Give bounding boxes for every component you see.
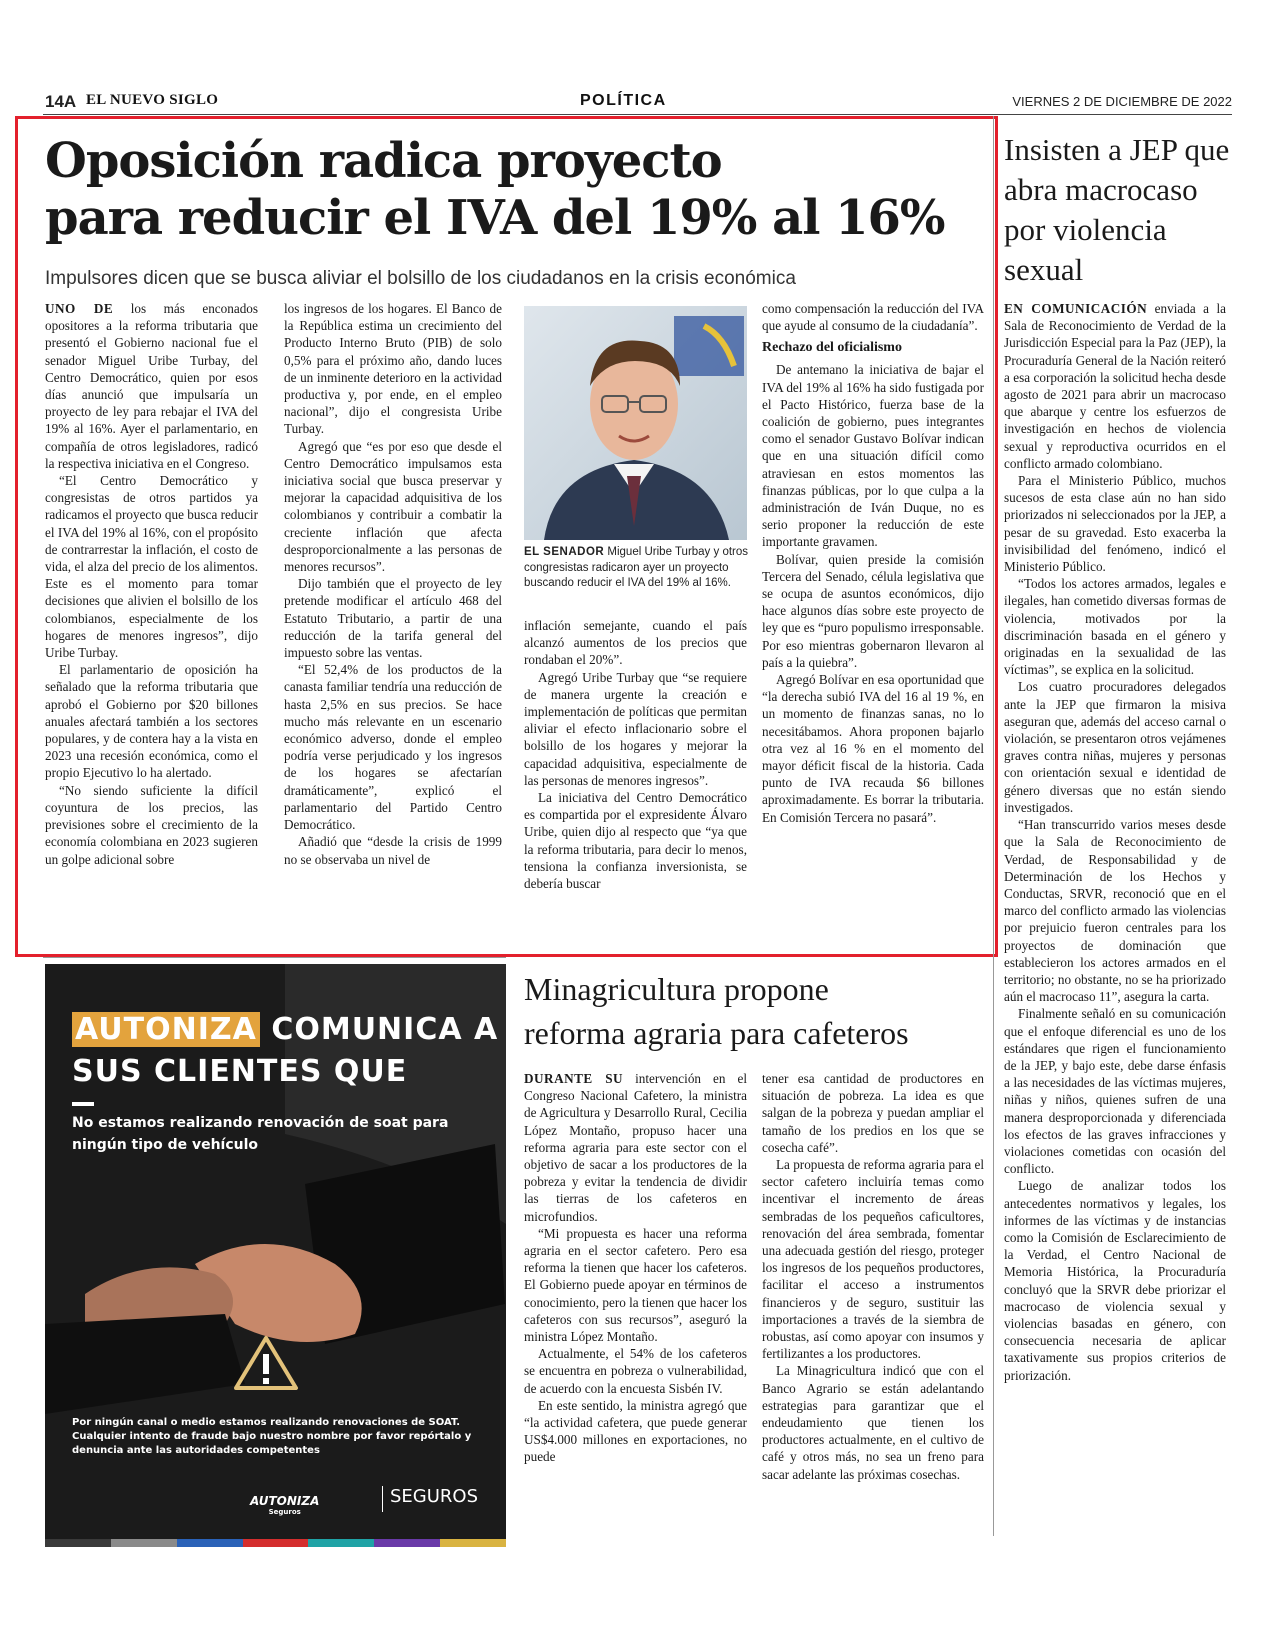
newspaper-name: EL NUEVO SIGLO <box>86 92 219 108</box>
ad-warning-text: Por ningún canal o medio estamos realizando renovaciones de SOAT. Cualquier intento de fraude bajo nuestro nombre por favor repórtalo y denuncia ante las autoridades competentes <box>72 1417 472 1456</box>
main-column-4 <box>762 300 984 826</box>
main-col1-p3: El parlamentario de oposición ha señalado que la reforma tributaria que aprobó el Gobierno por $20 billones anuales afectará también a los sectores populares, y de contera hay a la vista en 2023 una recesión económica, como el propio Ejecutivo lo ha alertado. <box>45 662 258 781</box>
main-headline <box>45 133 945 247</box>
bottom-column-2 <box>762 1070 984 1483</box>
ad-title-line2: SUS CLIENTES QUE <box>72 1054 408 1089</box>
ad-color-stripes <box>45 1539 506 1547</box>
senator-photo <box>524 306 747 540</box>
side-lead: EN COMUNICACIÓN <box>1004 301 1148 316</box>
main-col4-p1: como compensación la reducción del IVA que ayude al consumo de la ciudadanía”. <box>762 301 984 334</box>
main-col3-p3: La iniciativa del Centro Democrático es compartida por el expresidente Álvaro Uribe, quien dijo al respecto que “ya que la reforma tributaria, para decir lo menos, tensiona la confianza inversionista, se debería buscar <box>524 790 747 892</box>
ad-logo-separator <box>382 1486 383 1512</box>
main-col4-p2: De antemano la iniciativa de bajar el IVA del 19% al 16% ha sido fustigada por el Pacto Histórico, fuerza base de la coalición de gobierno, pues integrantes como el senador Gustavo Bolívar indican que en una situación difícil como atraviesan en estos momentos las finanzas públicas, por lo que culpa a la administración de Iván Duque, no es serio proponer la reducción de este importante gravamen. <box>762 362 984 550</box>
side-p2: Para el Ministerio Público, muchos sucesos de esta clase aún no han sido priorizados ni seleccionados por la JEP, a pesar de su gravedad. Esto exacerba la invisibilidad del fenómeno, indicó el Ministerio Público. <box>1004 473 1226 575</box>
autoniza-advertisement[interactable] <box>45 964 506 1547</box>
autoniza-logo: AUTONIZA Seguros <box>250 1494 320 1516</box>
bottom-headline-line2: reforma agraria para cafeteros <box>524 1015 909 1051</box>
warning-icon <box>232 1334 300 1392</box>
senator-portrait-image <box>524 306 747 540</box>
ad-brand-highlight: AUTONIZA <box>72 1012 260 1047</box>
bottom-headline <box>524 967 984 1055</box>
main-headline-line1: Oposición radica proyecto <box>45 133 722 189</box>
main-col1-p2: “El Centro Democrático y congresistas de otros partidos ya radicamos el proyecto que busca reducir el IVA del 19% al 16%, con el propósito de contrarrestar la inflación, el costo de vida, el alza del precio de los alimentos. Este es el momento para tomar decisiones que alivien el bolsillo de los colombianos, especialmente de los hogares de menores ingresos”, dijo Uribe Turbay. <box>45 473 258 661</box>
side-column <box>1004 300 1226 1384</box>
ad-title-line1: AUTONIZA COMUNICA A <box>72 1009 498 1051</box>
main-subhead: Impulsores dicen que se busca aliviar el bolsillo de los ciudadanos en la crisis económica <box>45 268 796 289</box>
ad-top-rule <box>43 957 506 958</box>
side-p4: Los cuatro procuradores delegados ante la JEP que firmaron la misiva aseguran que, además del acceso carnal o violación, se presentaron otros vejámenes graves contra niñas, mujeres y personas con orientación sexual e identidad de género diversas que no están siendo investigados. <box>1004 679 1226 815</box>
column-divider <box>993 116 994 1536</box>
main-col3-p2: Agregó Uribe Turbay que “se requiere de manera urgente la creación e implementación de políticas que permitan aliviar el efecto inflacionario sobre el bolsillo de los hogares y mejorar la capacidad adquisitiva, especialmente de las personas de menores ingresos”. <box>524 669 747 788</box>
caption-lead: EL SENADOR <box>524 546 605 558</box>
stripe-7 <box>440 1539 506 1547</box>
section-title: POLÍTICA <box>580 92 667 109</box>
ad-title <box>72 1009 498 1093</box>
bottom-col1-p2: “Mi propuesta es hacer una reforma agraria en el sector cafetero. Pero esa reforma la tienen que hacer los cafeteros. El Gobierno puede apoyar en términos de conocimiento, pero la tienen que hacer los cafeteros con sus recursos”, aseguró la ministra López Montaño. <box>524 1225 748 1345</box>
main-col1-p1: UNO DE los más enconados opositores a la reforma tributaria que presentó el Gobierno nacional fue el senador Miguel Uribe Turbay, del Centro Democrático, quien por esos días anunció que impulsaría un proyecto de ley para rebajar el IVA del 19% al 16%. Ayer el parlamentario, en compañía de otros legisladores, radicó la respectiva iniciativa en el Congreso. <box>45 301 259 471</box>
bottom-headline-line1: Minagricultura propone <box>524 971 829 1007</box>
main-column-3 <box>524 617 747 892</box>
ad-dash <box>72 1102 94 1106</box>
ad-subtitle: No estamos realizando renovación de soat para ningún tipo de vehículo <box>72 1115 449 1153</box>
main-column-1 <box>45 300 258 868</box>
bottom-column-1 <box>524 1070 747 1466</box>
stripe-5 <box>308 1539 374 1547</box>
main-lead: UNO DE <box>45 301 114 316</box>
stripe-1 <box>45 1539 111 1547</box>
main-col2-p4: “El 52,4% de los productos de la canasta familiar tendría una reducción de hasta 2,5% en sus precios. Se hace mucho más relevante en un escenario económico adverso, donde el empleo podría verse perjudicado y los ingresos de los hogares se afectarían dramáticamente”, explicó el parlamentario del Partido Centro Democrático. <box>284 662 502 833</box>
bottom-col1-p3: Actualmente, el 54% de los cafeteros se encuentra en pobreza o vulnerabilidad, de acuerdo con la encuesta Sisbén IV. <box>524 1346 747 1396</box>
main-col4-p3: Bolívar, quien preside la comisión Tercera del Senado, célula legislativa que se ocupa de asuntos económicos, dijo hace algunos días sobre este proyecto de ley que es “puro populismo irresponsable. Por eso mientras gobernaron llevaron al país a la quiebra”. <box>762 551 984 670</box>
autoniza-logo-sub: Seguros <box>268 1508 301 1516</box>
stripe-3 <box>177 1539 243 1547</box>
ad-seguros-label: SEGUROS <box>390 1486 479 1507</box>
main-col2-p5: Añadió que “desde la crisis de 1999 no se observaba un nivel de <box>284 834 502 867</box>
side-p3: “Todos los actores armados, legales e ilegales, han cometido diversas formas de violencia, motivados por la discriminación basada en el género y originadas en la sexualidad de las víctimas”, se explica en la solicitud. <box>1004 576 1226 678</box>
main-col4-p4: Agregó Bolívar en esa oportunidad que “la derecha subió IVA del 16 al 19 %, en un momento de finanzas sanas, no lo necesitábamos. Ahora proponen bajarlo otra vez al 16 % en el momento del mayor déficit fiscal de la historia. Cada punto de IVA recauda $6 billones aproximadamente. Es borrar la tributaria. En Comisión Tercera no pasará”. <box>762 672 984 825</box>
bottom-lead: DURANTE SU <box>524 1071 624 1086</box>
side-p5: “Han transcurrido varios meses desde que la Sala de Reconocimiento de Verdad, de Responsabilidad y de Determinación de los Hechos y Conductas, SRVR, reconoció que en el marco del conflicto armado las violencias por prejuicio fueron centrales para los proyectos de dominación que establecieron los actores armados en el territorio; no obstante, no se ha priorizado aún el macrocaso 11”, asegura la carta. <box>1004 817 1226 1005</box>
bottom-col2-p3: La Minagricultura indicó que con el Banco Agrario se están adelantando estrategias para garantizar que el endeudamiento que tienen los productores actualmente, en el cultivo de café y otros más, no sea un freno para sacar adelante las próximas cosechas. <box>762 1363 984 1482</box>
stripe-4 <box>243 1539 309 1547</box>
bottom-col2-p1: tener esa cantidad de productores en situación de pobreza. La idea es que salgan de la pobreza y puedan ampliar el tamaño de los predios en los que se cosecha café”. <box>762 1071 984 1155</box>
main-column-2 <box>284 300 502 868</box>
main-col2-p2: Agregó que “es por eso que desde el Centro Democrático impulsamos esta iniciativa social que busca preservar y mejorar la capacidad adquisitiva de los colombianos y contribuir a combatir la creciente inflación que afecta desproporcionalmente a las personas de menores recursos”. <box>284 438 502 575</box>
bottom-col1-p1: DURANTE SU intervención en el Congreso Nacional Cafetero, la ministra de Agricultura y Desarrollo Rural, Cecilia López Montaño, propuso hacer una reforma agraria para este sector con el objetivo de sacar a los productores de la pobreza y evitar la tendencia de dividir las tierras de los cafeteros en microfundios. <box>524 1071 747 1224</box>
stripe-6 <box>374 1539 440 1547</box>
photo-caption <box>524 545 749 592</box>
subsection-heading: Rechazo del oficialismo <box>762 340 902 356</box>
main-headline-line2: para reducir el IVA del 19% al 16% <box>45 190 945 246</box>
page-number: 14A <box>45 92 77 111</box>
side-p6: Finalmente señaló en su comunicación que el enfoque diferencial es uno de los estándares que rigen el funcionamiento de la JEP, y bajo este, debe darse énfasis a las necesidades de las víctimas mujeres, niñas y niños, quienes sufren de una manera desproporcionada y diferenciada los efectos de las graves infracciones y violaciones cometidas con ocasión del conflicto. <box>1004 1006 1226 1177</box>
header-rule <box>43 114 1232 115</box>
main-col3-p1: inflación semejante, cuando el país alcanzó aumentos de los precios que rondaban el 20%”. <box>524 618 747 668</box>
main-col2-p1: los ingresos de los hogares. El Banco de la República estima un crecimiento del Producto Interno Bruto (PIB) de solo 0,5% para el próximo año, dando luces de un inminente deterioro en la actividad productiva y, por ende, en el empleo nacional”, dijo el congresista Uribe Turbay. <box>284 301 502 437</box>
main-col1-p4: “No siendo suficiente la difícil coyuntura de los precios, las previsiones sobre el crecimiento de la economía colombiana en 2023 sugieren un golpe adicional sobre <box>45 782 258 867</box>
bottom-col1-p4: En este sentido, la ministra agregó que “la actividad cafetera, que puede generar US$4.000 millones en exportaciones, no puede <box>524 1397 747 1465</box>
stripe-2 <box>111 1539 177 1547</box>
caption-text: Miguel Uribe Turbay y otros congresistas radicaron ayer un proyecto buscando reducir el IVA del 19% al 16%. <box>524 546 749 589</box>
side-headline: Insisten a JEP que abra macrocaso por violencia sexual <box>1004 132 1230 287</box>
bottom-col2-p2: La propuesta de reforma agraria para el sector cafetero incluiría temas como incentivar el incremento de áreas sembradas de los pequeños caficultores, renovación del área sembrada, fomentar una adecuada gestión del riesgo, proteger los ingresos de los pequeños productores, facilitar el acceso a instrumentos financieros y de seguro, sustituir las importaciones a través de la siembra de robustas, así como apoyar con insumos y fertilizantes a los productores. <box>762 1157 984 1362</box>
issue-date: VIERNES 2 DE DICIEMBRE DE 2022 <box>1012 94 1232 109</box>
main-col2-p3: Dijo también que el proyecto de ley pretende modificar el artículo 468 del Estatuto Tributario, a partir de una reducción de la tarifa general del impuesto sobre las ventas. <box>284 576 502 661</box>
side-p1: EN COMUNICACIÓN enviada a la Sala de Reconocimiento de Verdad de la Jurisdicción Especial para la Paz (JEP), la Procuraduría General de la Nación reiteró a esa corporación la solicitud hecha desde agosto de 2021 para abrir un macrocaso que abarque y centre los esfuerzos de investigación en hechos de violencia sexual y reproductiva ocurridos en el conflicto armado colombiano. <box>1004 301 1226 471</box>
side-p7: Luego de analizar todos los antecedentes normativos y legales, los informes de las víctimas y de instancias como la Comisión de Esclarecimiento de la Verdad, el Centro Nacional de Memoria Histórica, la Procuraduría concluyó que la SRVR debe priorizar el macrocaso de violencia sexual y violencias basadas en género, con consecuencia necesaria de aplicar taxativamente sus propios criterios de priorización. <box>1004 1178 1226 1383</box>
